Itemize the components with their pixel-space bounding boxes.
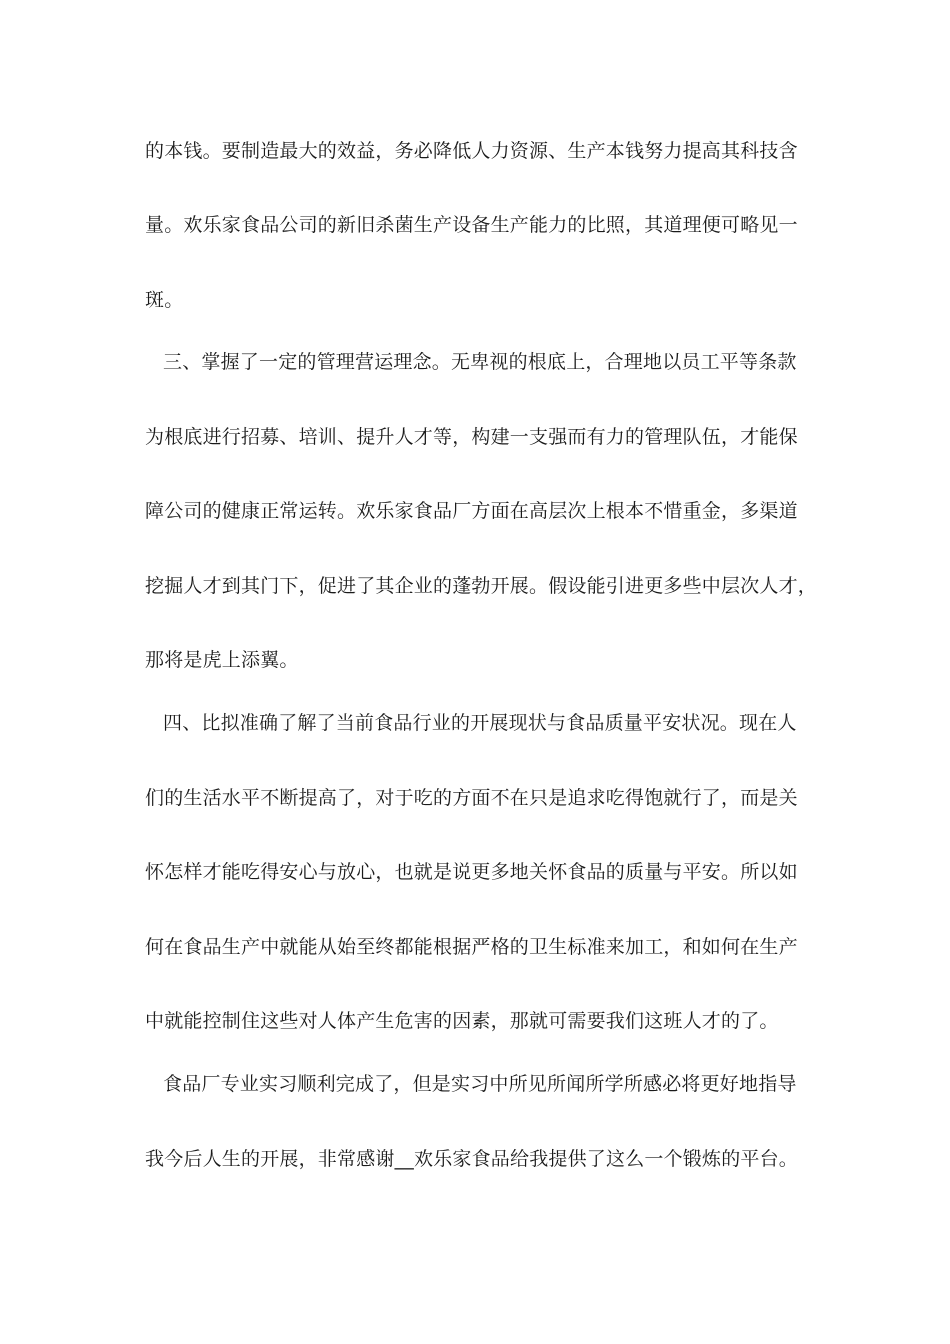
text-line: 障公司的健康正常运转。欢乐家食品厂方面在高层次上根本不惜重金，多渠道: [145, 500, 798, 522]
text-line: 那将是虎上添翼。: [145, 649, 299, 671]
text-line: 斑。: [145, 289, 184, 311]
text-line: 的本钱。要制造最大的效益，务必降低人力资源、生产本钱努力提高其科技含: [145, 140, 798, 162]
text-line: 我今后人生的开展，非常感谢__欢乐家食品给我提供了这么一个锻炼的平台。: [145, 1148, 799, 1170]
text-line: 量。欢乐家食品公司的新旧杀菌生产设备生产能力的比照，其道理便可略见一: [145, 214, 798, 236]
text-line: 中就能控制住这些对人体产生危害的因素，那就可需要我们这班人才的了。: [145, 1010, 779, 1032]
paragraph-start-line: 食品厂专业实习顺利完成了，但是实习中所见所闻所学所感必将更好地指导: [163, 1073, 797, 1095]
paragraph-start-line: 三、掌握了一定的管理营运理念。无卑视的根底上，合理地以员工平等条款: [163, 351, 797, 373]
text-line: 们的生活水平不断提高了，对于吃的方面不在只是追求吃得饱就行了，而是关: [145, 787, 798, 809]
text-line: 怀怎样才能吃得安心与放心，也就是说更多地关怀食品的质量与平安。所以如: [145, 861, 798, 883]
text-line: 何在食品生产中就能从始至终都能根据严格的卫生标准来加工，和如何在生产: [145, 936, 798, 958]
text-line: 为根底进行招募、培训、提升人才等，构建一支强而有力的管理队伍，才能保: [145, 426, 798, 448]
paragraph-start-line: 四、比拟准确了解了当前食品行业的开展现状与食品质量平安状况。现在人: [163, 712, 797, 734]
text-line: 挖掘人才到其门下，促进了其企业的蓬勃开展。假设能引进更多些中层次人才，: [145, 575, 818, 597]
